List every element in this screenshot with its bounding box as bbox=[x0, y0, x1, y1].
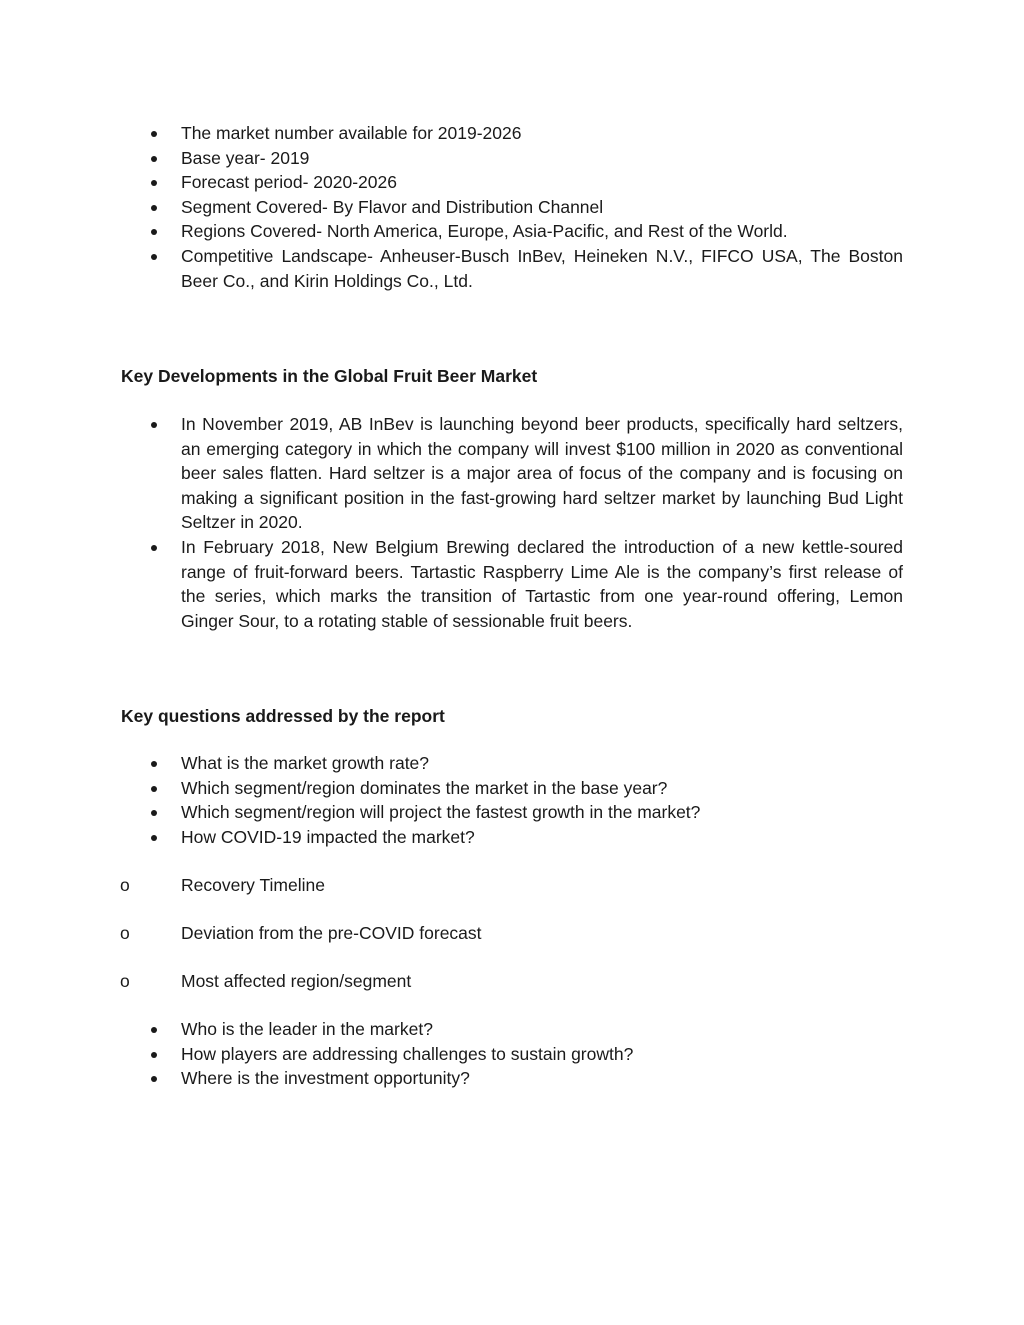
bullet-icon bbox=[151, 131, 157, 137]
bullet-icon bbox=[151, 545, 157, 551]
list-item bbox=[0, 751, 1024, 776]
bullet-icon bbox=[151, 761, 157, 767]
list-item bbox=[0, 1042, 1024, 1067]
list-item bbox=[0, 1017, 1024, 1042]
bullet-icon bbox=[151, 1027, 157, 1033]
sub-list-item-text: Most affected region/segment bbox=[181, 971, 412, 991]
bullet-icon bbox=[151, 1076, 157, 1082]
list-item bbox=[0, 776, 1024, 801]
list-item bbox=[0, 146, 1024, 171]
list-item bbox=[0, 412, 1024, 535]
bullet-icon bbox=[151, 1052, 157, 1058]
list-item bbox=[0, 219, 1024, 244]
list-item-text: Where is the investment opportunity? bbox=[181, 1068, 470, 1089]
list-item bbox=[0, 244, 1024, 293]
list-item-text: Competitive Landscape- Anheuser-Busch InBev, Heineken N.V., FIFCO USA, The Boston Beer Co., and Kirin Holdings Co., Ltd. bbox=[181, 245, 903, 291]
list-item-text: In November 2019, AB InBev is launching beyond beer products, specifically hard seltzers, an emerging category in which the company will invest $100 million in 2020 as conventional beer sales flatten. Hard seltzer is a major area of focus of the company and is focusing on making a significant position in the fast-growing hard seltzer market by launching Bud Light Seltzer in 2020. bbox=[181, 414, 903, 533]
bullet-icon bbox=[151, 835, 157, 841]
bullet-icon bbox=[151, 422, 157, 428]
sub-bullet-marker: o bbox=[120, 875, 130, 895]
list-item-text: Forecast period- 2020-2026 bbox=[181, 172, 397, 193]
sub-bullet-marker: o bbox=[120, 923, 130, 943]
list-item bbox=[0, 800, 1024, 825]
bullet-icon bbox=[151, 205, 157, 211]
list-item bbox=[0, 121, 1024, 146]
list-item-text: Regions Covered- North America, Europe, Asia-Pacific, and Rest of the World. bbox=[181, 221, 788, 242]
sub-list-item-text: Deviation from the pre-COVID forecast bbox=[181, 923, 482, 943]
list-item-text: How COVID-19 impacted the market? bbox=[181, 826, 475, 847]
list-item bbox=[0, 170, 1024, 195]
sub-bullet-marker: o bbox=[120, 971, 130, 991]
list-item bbox=[0, 825, 1024, 850]
list-item-text: Who is the leader in the market? bbox=[181, 1019, 433, 1039]
developments-list bbox=[0, 412, 1024, 633]
bullet-icon bbox=[151, 156, 157, 162]
bullet-icon bbox=[151, 786, 157, 792]
list-item bbox=[0, 535, 1024, 633]
list-item-text: In February 2018, New Belgium Brewing declared the introduction of a new kettle-soured range of fruit-forward beers. Tartastic Raspberry Lime Ale is the company’s first release of the series, which marks the transition of Tartastic from one year-round offering, Lemon Ginger Sour, to a rotating stable of sessionable fruit beers. bbox=[181, 536, 903, 631]
list-item-text: Which segment/region will project the fastest growth in the market? bbox=[181, 802, 701, 823]
bullet-icon bbox=[151, 810, 157, 816]
list-item-text: How players are addressing challenges to sustain growth? bbox=[181, 1043, 634, 1064]
list-item-text: Segment Covered- By Flavor and Distribution Channel bbox=[181, 196, 604, 217]
overview-list bbox=[0, 121, 1024, 293]
bullet-icon bbox=[151, 180, 157, 186]
questions-list-a bbox=[0, 751, 1024, 849]
list-item bbox=[0, 195, 1024, 220]
sub-list-item-text: Recovery Timeline bbox=[181, 875, 325, 895]
list-item-text: Which segment/region dominates the market in the base year? bbox=[181, 777, 668, 798]
list-item bbox=[0, 1066, 1024, 1091]
developments-heading: Key Developments in the Global Fruit Beer Market bbox=[121, 366, 538, 386]
list-item-text: What is the market growth rate? bbox=[181, 753, 430, 773]
questions-heading: Key questions addressed by the report bbox=[121, 706, 445, 726]
list-item-text: Base year- 2019 bbox=[181, 147, 310, 168]
bullet-icon bbox=[151, 229, 157, 235]
questions-list-b bbox=[0, 1017, 1024, 1091]
bullet-icon bbox=[151, 254, 157, 260]
list-item-text: The market number available for 2019-2026 bbox=[181, 123, 522, 143]
